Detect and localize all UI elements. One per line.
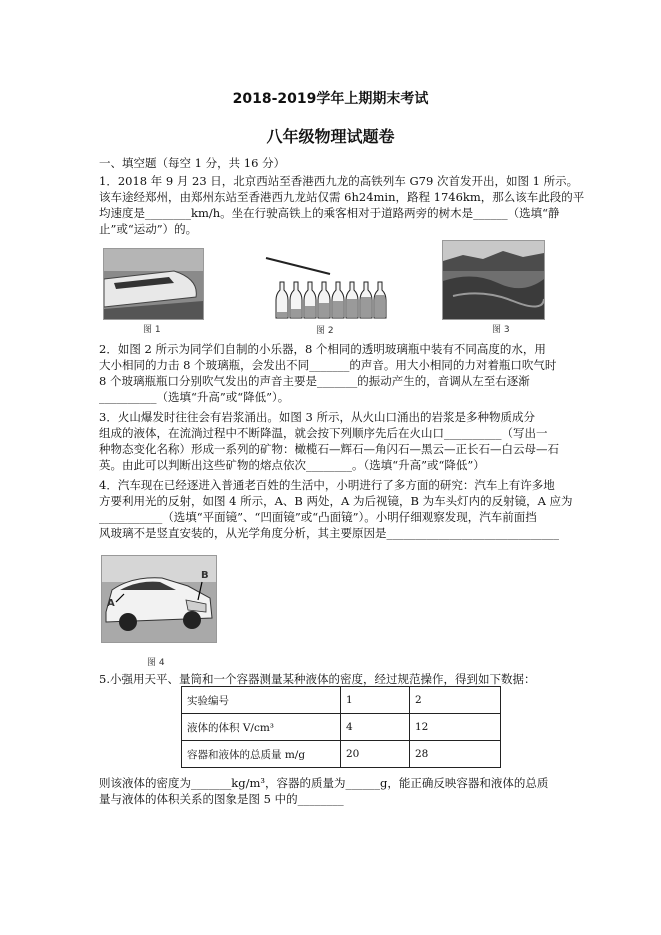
q1-line2: 该车途经郑州，由郑州东站至香港西九龙站仅需 6h24min，路程 1746km，那么该车此段的平	[99, 190, 585, 204]
table-row	[182, 687, 501, 714]
q2-line2: 大小相同的力击 8 个玻璃瓶，会发出不同_______的声音。用大小相同的力对着瓶口吹气时	[99, 358, 557, 372]
q2-line3: 8 个玻璃瓶瓶口分别吹气发出的声音主要是_______的振动产生的，音调从左至右逐渐	[99, 374, 530, 388]
q5-line1: 5.小强用天平、量筒和一个容器测量某种液体的密度，经过规范操作，得到如下数据：	[99, 672, 536, 686]
figure-4-car-image	[101, 555, 217, 643]
table-cell: 液体的体积 V/cm³	[182, 714, 341, 741]
table-cell: 1	[341, 687, 410, 714]
q3-line4: 英。由此可以判断出这些矿物的熔点依次________。（选填“升高”或“降低”）	[99, 458, 485, 472]
figure-4-caption: 图 4	[147, 658, 165, 668]
table-cell: 28	[410, 741, 501, 768]
figure-2-bottles-image	[262, 256, 392, 320]
q3-line2: 组成的液体，在流淌过程中不断降温，就会按下列顺序先后在火山口__________（写出一	[99, 426, 548, 440]
q1-line4: 止”或“运动”）的。	[99, 222, 198, 236]
table-cell: 20	[341, 741, 410, 768]
figure-3-volcano-image	[442, 240, 545, 320]
q4-line2: 方要利用光的反射，如图 4 所示，A、B 两处，A 为后视镜，B 为车头灯内的反射镜，A 应为	[99, 494, 573, 508]
q2-line4: __________（选填“升高”或“降低”）。	[99, 390, 290, 404]
q4-line3: ___________（选填“平面镜”、“凹面镜”或“凸面镜”）。小明仔细观察发现，汽车前面挡	[99, 510, 537, 524]
figure-4-label-b: B	[201, 570, 209, 581]
table-cell: 2	[410, 687, 501, 714]
q4-line1: 4．汽车现在已经逐进入普通老百姓的生活中，小明进行了多方面的研究：汽车上有许多地	[99, 478, 555, 492]
table-cell: 4	[341, 714, 410, 741]
q3-line3: 种物态变化名称）形成一系列的矿物：橄榄石—辉石—角闪石—黑云—正长石—白云母—石	[99, 442, 559, 456]
section-heading: 一、填空题（每空 1 分，共 16 分）	[99, 156, 286, 170]
table-row	[182, 741, 501, 768]
q5-data-table	[181, 686, 501, 768]
table-cell: 实验编号	[182, 687, 341, 714]
q1-line1: 1．2018 年 9 月 23 日，北京西站至香港西九龙的高铁列车 G79 次首发开出，如图 1 所示。	[99, 174, 579, 188]
figure-2-caption: 图 2	[316, 326, 334, 336]
q5-line2: 则该液体的密度为_______kg/m³，容器的质量为______g，能正确反映容器和液体的总质	[99, 776, 549, 790]
exam-subtitle: 八年级物理试题卷	[266, 127, 395, 146]
q4-line4: 风玻璃不是竖直安装的，从光学角度分析，其主要原因是______________________________	[99, 526, 559, 540]
figure-1-caption: 图 1	[143, 325, 161, 335]
table-cell: 容器和液体的总质量 m/g	[182, 741, 341, 768]
q5-line3: 量与液体的体积关系的图象是图 5 中的________	[99, 792, 344, 806]
q3-line1: 3．火山爆发时往往会有岩浆涌出。如图 3 所示，从火山口涌出的岩浆是多种物质成分	[99, 410, 535, 424]
table-row	[182, 714, 501, 741]
table-cell: 12	[410, 714, 501, 741]
figure-4-label-a: A	[107, 598, 115, 609]
q2-line1: 2．如图 2 所示为同学们自制的小乐器，8 个相同的透明玻璃瓶中装有不同高度的水，用	[99, 342, 546, 356]
exam-title: 2018-2019学年上期期末考试	[232, 91, 429, 107]
q1-line3: 均速度是________km/h。坐在行驶高铁上的乘客相对于道路两旁的树木是______（选填“静	[99, 206, 560, 220]
figure-1-train-image	[103, 248, 204, 320]
figure-3-caption: 图 3	[492, 325, 510, 335]
